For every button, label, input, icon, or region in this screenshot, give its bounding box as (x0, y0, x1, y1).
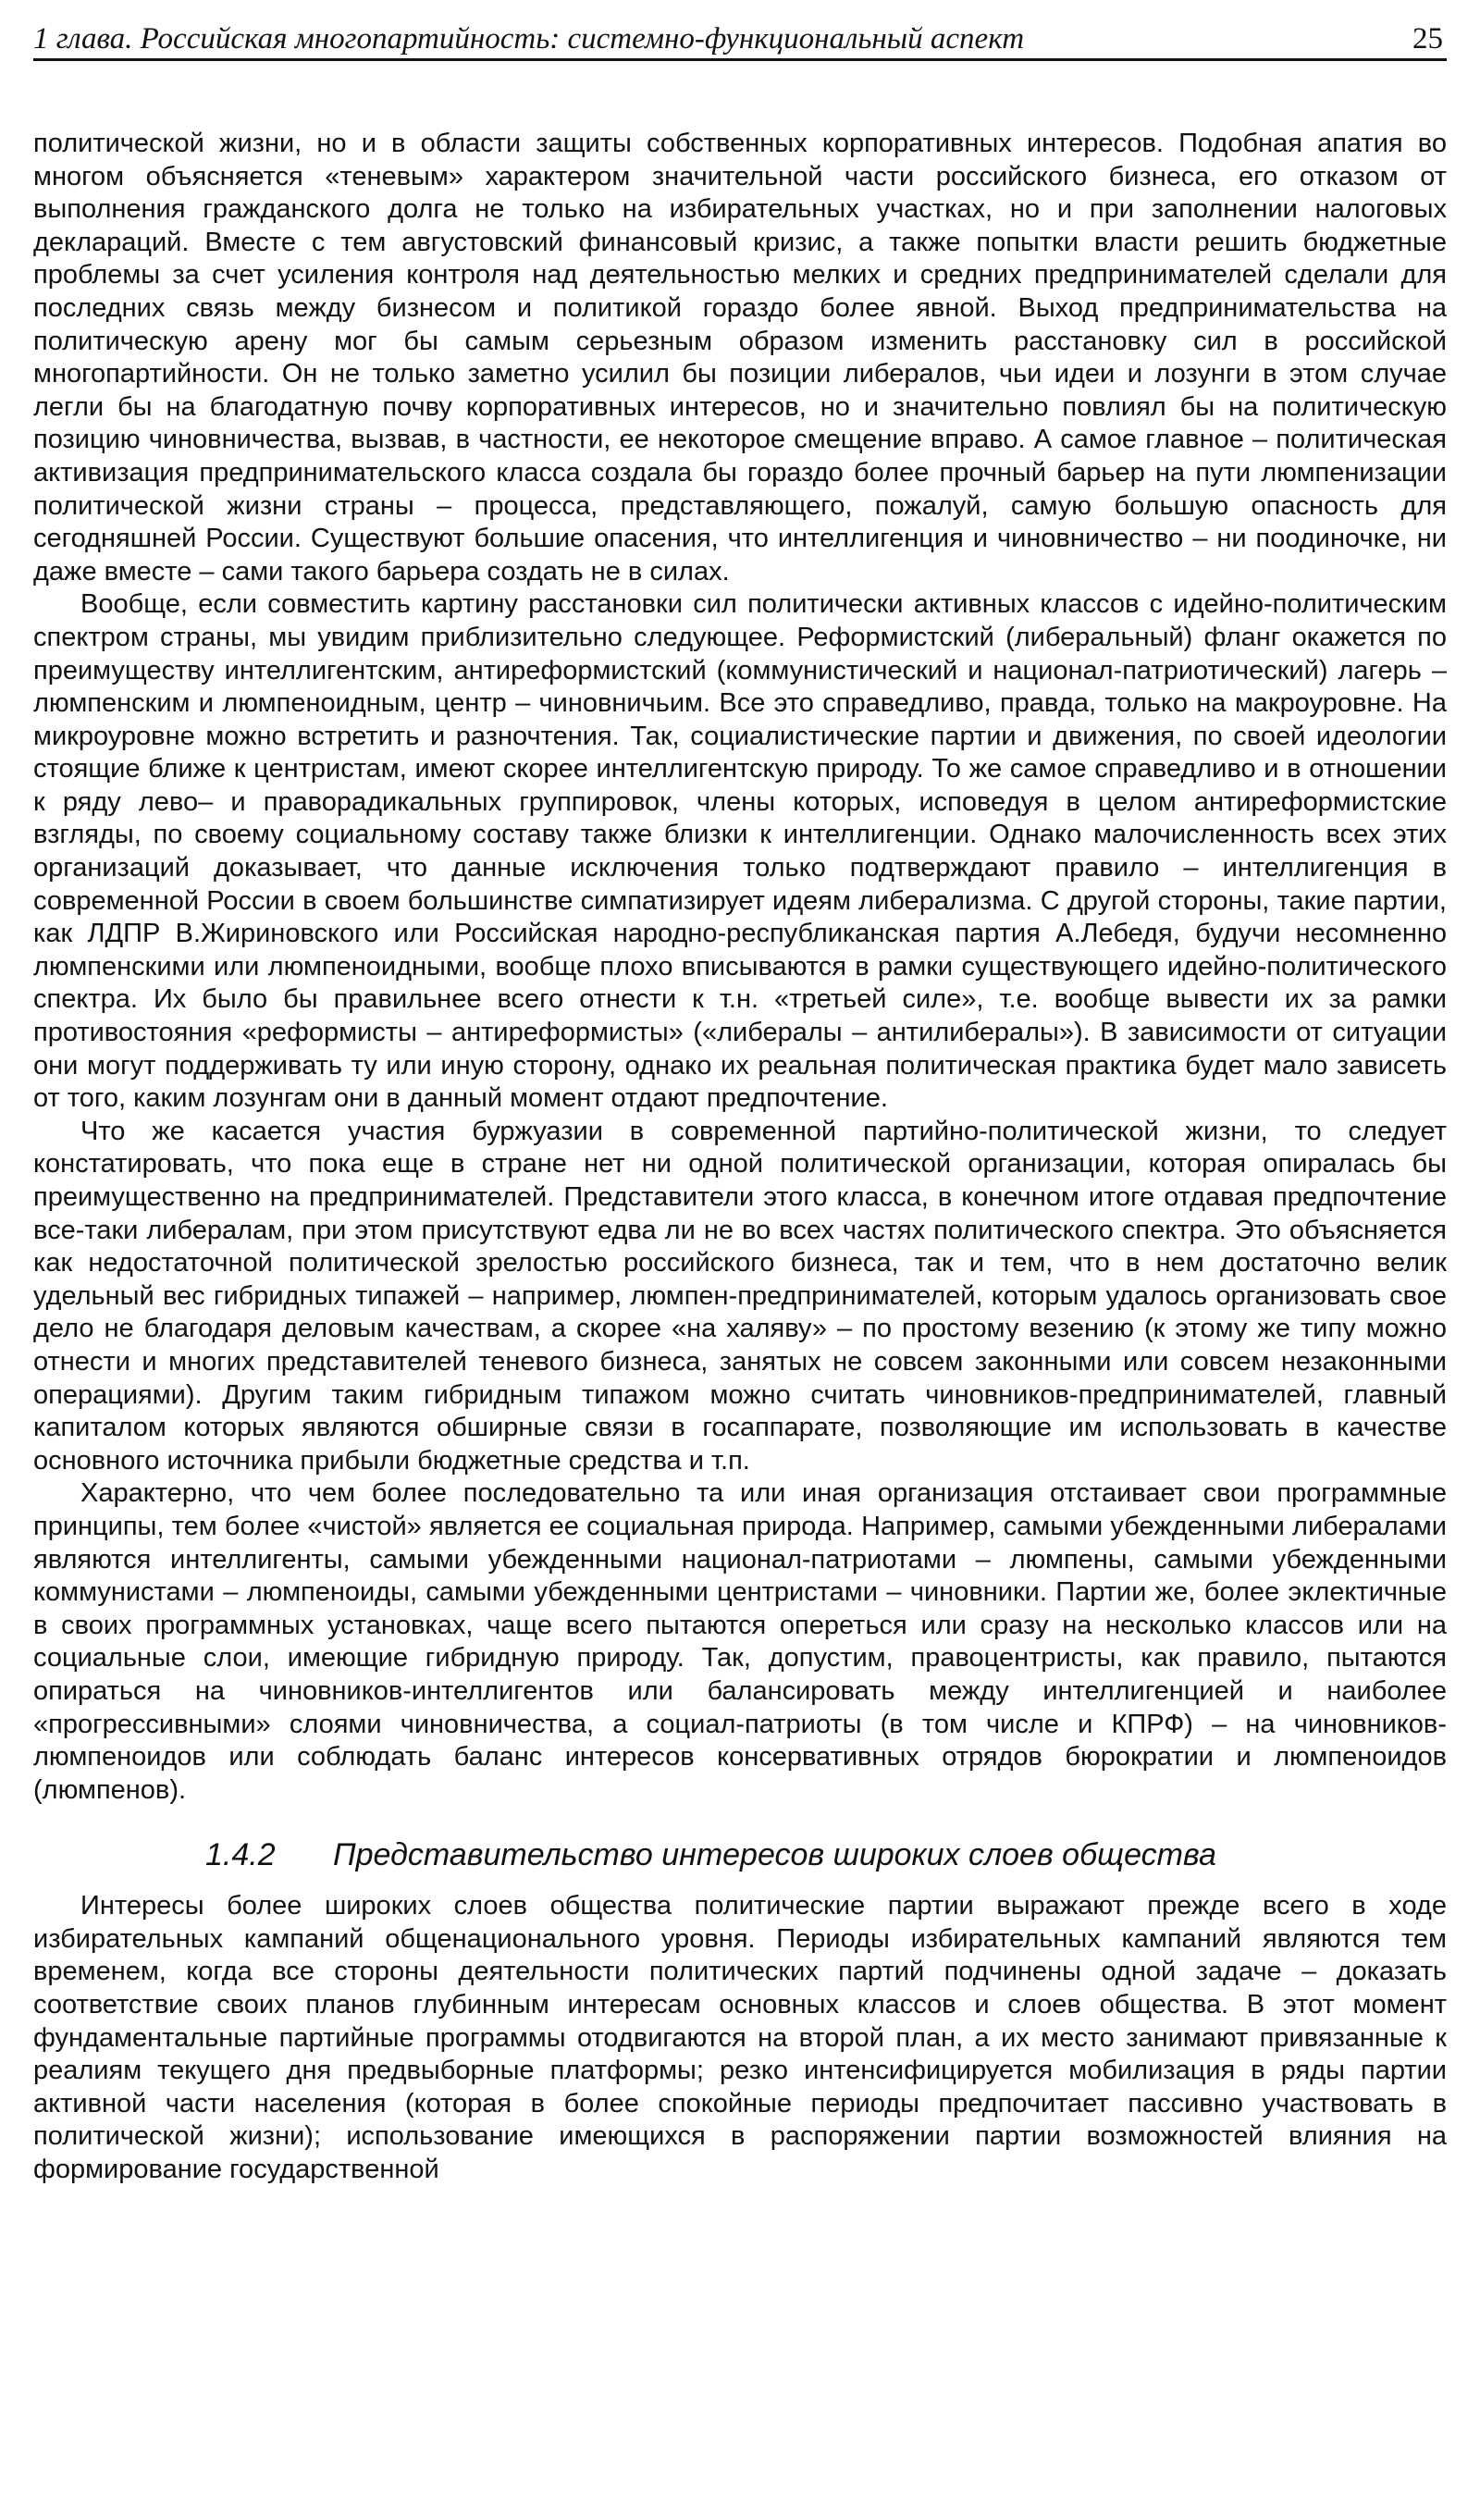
chapter-title: 1 глава. Российская многопартийность: системно-функциональный аспект (33, 22, 1025, 56)
section-number: 1.4.2 (205, 1837, 276, 1873)
section-paragraph-1: Интересы более широких слоев общества политические партии выражают прежде всего в ходе избирательных кампаний общенационального уровня. Периоды избирательных кампаний являются тем временем, когда все стороны деятельности политических партий подчинены одной задаче – доказать соответствие своих планов глубинным интересам основных классов и слоев общества. В этот момент фундаментальные партийные программы отодвигаются на второй план, а их место занимают привязанные к реалиям текущего дня предвыборные платформы; резко интенсифицируется мобилизация в ряды партии активной части населения (которая в более спокойные периоды предпочитает пассивно участвовать в политической жизни); использование имеющихся в распоряжении партии возможностей влияния на формирование государственной (33, 1891, 1447, 2185)
paragraph-1: политической жизни, но и в области защиты собственных корпоративных интересов. Подобная апатия во многом объясняется «теневым» характером значительной части российского бизнеса, его отказом от выполнения гражданского долга не только на избирательных участках, но и при заполнении налоговых деклараций. Вместе с тем августовский финансовый кризис, а также попытки власти решить бюджетные проблемы за счет усиления контроля над деятельностью мелких и средних предпринимателей сделали для последних связь между бизнесом и политикой гораздо более явной. Выход предпринимательства на политическую арену мог бы самым серьезным образом изменить расстановку сил в российской многопартийности. Он не только заметно усилил бы позиции либералов, чьи идеи и лозунги в этом случае легли бы на благодатную почву корпоративных интересов, но и значительно повлиял бы на политическую позицию чиновничества, вызвав, в частности, ее некоторое смещение вправо. А самое главное – политическая активизация предпринимательского класса создала бы гораздо более прочный барьер на пути люмпенизации политической жизни страны – процесса, представляющего, пожалуй, самую большую опасность для сегодняшней России. Существуют большие опасения, что интеллигенция и чиновничество – ни поодиночке, ни даже вместе – сами такого барьера создать не в силах. (33, 129, 1447, 587)
section-title: Представительство интересов широких слоев общества (333, 1837, 1216, 1873)
header-rule (33, 58, 1447, 61)
paragraph-4: Характерно, что чем более последовательно та или иная организация отстаивает свои программные принципы, тем более «чистой» является ее социальная природа. Например, самыми убежденными либералами являются интеллигенты, самыми убежденными национал-патриотами – люмпены, самыми убежденными коммунистами – люмпеноиды, самыми убежденными центристами – чиновники. Партии же, более эклектичные в своих программных установках, чаще всего пытаются опереться или сразу на несколько классов или на социальные слои, имеющие гибридную природу. Так, допустим, правоцентристы, как правило, пытаются опираться на чиновников-интеллигентов или балансировать между интеллигенцией и наиболее «прогрессивными» слоями чиновничества, а социал-патриоты (в том числе и КПРФ) – на чиновников-люмпеноидов или соблюдать баланс интересов консервативных отрядов бюрократии и люмпеноидов (люмпенов). (33, 1478, 1447, 1805)
body-text (33, 128, 1447, 2187)
paragraph-2: Вообще, если совместить картину расстановки сил политически активных классов с идейно-политическим спектром страны, мы увидим приблизительно следующее. Реформистский (либеральный) фланг окажется по преимуществу интеллигентским, антиреформистский (коммунистический и национал-патриотический) лагерь – люмпенским и люмпеноидным, центр – чиновничьим. Все это справедливо, правда, только на макроуровне. На микроуровне можно встретить и разночтения. Так, социалистические партии и движения, по своей идеологии стоящие ближе к центристам, имеют скорее интеллигентскую природу. То же самое справедливо и в отношении к ряду лево– и праворадикальных группировок, члены которых, исповедуя в целом антиреформистские взгляды, по своему социальному составу также близки к интеллигенции. Однако малочисленность всех этих организаций доказывает, что данные исключения только подтверждают правило – интеллигенция в современной России в своем большинстве симпатизирует идеям либерализма. С другой стороны, такие партии, как ЛДПР В.Жириновского или Российская народно-республиканская партия А.Лебедя, будучи несомненно люмпенскими или люмпеноидными, вообще плохо вписываются в рамки существующего идейно-политического спектра. Их было бы правильнее всего отнести к т.н. «третьей силе», т.е. вообще вывести их за рамки противостояния «реформисты – антиреформисты» («либералы – антилибералы»). В зависимости от ситуации они могут поддерживать ту или иную сторону, однако их реальная политическая практика будет мало зависеть от того, каким лозунгам они в данный момент отдают предпочтение. (33, 589, 1447, 1114)
section-heading (33, 1834, 1447, 1875)
page-number: 25 (1412, 22, 1443, 56)
paragraph-3: Что же касается участия буржуазии в современной партийно-политической жизни, то следует констатировать, что пока еще в стране нет ни одной политической организации, которая опиралась бы преимущественно на предпринимателей. Представители этого класса, в конечном итоге отдавая предпочтение все-таки либералам, при этом присутствуют едва ли не во всех частях политического спектра. Это объясняется как недостаточной политической зрелостью российского бизнеса, так и тем, что в нем достаточно велик удельный вес гибридных типажей – например, люмпен-предпринимателей, которым удалось организовать свое дело не благодаря деловым качествам, а скорее «на халяву» – по простому везению (к этому же типу можно отнести и многих представителей теневого бизнеса, занятых не совсем законными или совсем незаконными операциями). Другим таким гибридным типажом можно считать чиновников-предпринимателей, главный капиталом которых являются обширные связи в госаппарате, позволяющие им использовать в качестве основного источника прибыли бюджетные средства и т.п. (33, 1116, 1447, 1476)
running-header (33, 6, 1447, 59)
